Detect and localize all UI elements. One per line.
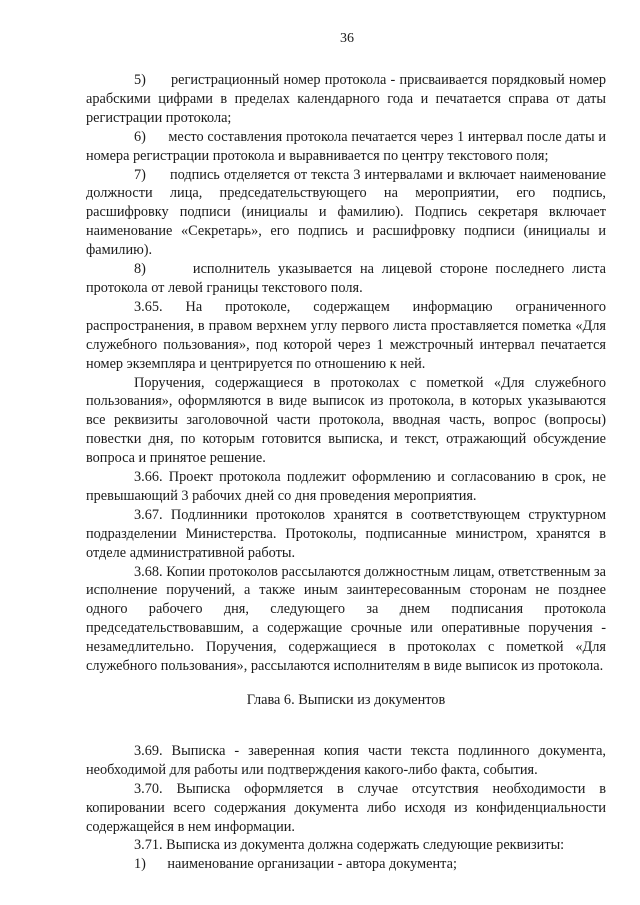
chapter-heading: Глава 6. Выписки из документов bbox=[246, 692, 446, 708]
page-number: 36 bbox=[340, 31, 354, 46]
clause-3-66: 3.66. Проект протокола подлежит оформлению и согласованию в срок, не превышающий 3 рабочих дней со дня проведения мероприятия. bbox=[86, 469, 606, 504]
list-item-5: 5) регистрационный номер протокола - присваивается порядковый номер арабскими цифрами в пределах календарного года и печатается справа от даты регистрации протокола; bbox=[86, 72, 606, 126]
list-item-7: 7) подпись отделяется от текста 3 интервалами и включает наименование должности лица, председательствующего на мероприятии, его подпись, расшифровку подписи (инициалы и фамилию). Подпись секретаря включает наименование «Секретарь», его подпись и расшифровку подписи (инициалы и фамилию). bbox=[86, 166, 606, 259]
list-item-8: 8) исполнитель указывается на лицевой стороне последнего листа протокола от левой границы текстового поля. bbox=[86, 261, 606, 296]
clause-3-65: 3.65. На протоколе, содержащем информацию ограниченного распространения, в правом верхнем углу первого листа проставляется пометка «Для служебного пользования», под которой через 1 межстрочный интервал печатается номер экземпляра и центрируется по отношению к ней. bbox=[86, 298, 606, 372]
clause-3-70: 3.70. Выписка оформляется в случае отсутствия необходимости в копировании всего содержания документа либо исходя из конфиденциальности содержащейся в нем информации. bbox=[86, 780, 606, 835]
clause-3-71: 3.71. Выписка из документа должна содержать следующие реквизиты: bbox=[134, 837, 565, 854]
clause-3-65-instructions: Поручения, содержащиеся в протоколах с пометкой «Для служебного пользования», оформляются в виде выписок из протокола, в которых указываются все реквизиты заголовочной части протокола, вводная часть, вопрос (вопросы) повестки дня, по которым готовится выписка, и текст, отражающий обсуждение вопроса и принятое решение. bbox=[86, 374, 606, 467]
list-item-1: 1) наименование организации - автора документа; bbox=[134, 856, 457, 873]
list-item-6: 6) место составления протокола печатается через 1 интервал после даты и номера регистрации протокола и выравнивается по центру текстового поля; bbox=[86, 128, 606, 164]
clause-3-67: 3.67. Подлинники протоколов хранятся в соответствующем структурном подразделении Министерства. Протоколы, подписанные министром, хранятся в отделе административной работы. bbox=[86, 506, 606, 561]
clause-3-68: 3.68. Копии протоколов рассылаются должностным лицам, ответственным за исполнение поручений, а также иным заинтересованным сторонам не позднее одного рабочего дня, следующего за днем подписания протокола председательствовавшим, а содержащие срочные или оперативные поручения - незамедлительно. Поручения, содержащиеся в протоколах с пометкой «Для служебного пользования», рассылаются исполнителям в виде выписок из протокола. bbox=[86, 563, 606, 675]
clause-3-69: 3.69. Выписка - заверенная копия части текста подлинного документа, необходимой для работы или подтверждения какого-либо факта, события. bbox=[86, 742, 606, 778]
